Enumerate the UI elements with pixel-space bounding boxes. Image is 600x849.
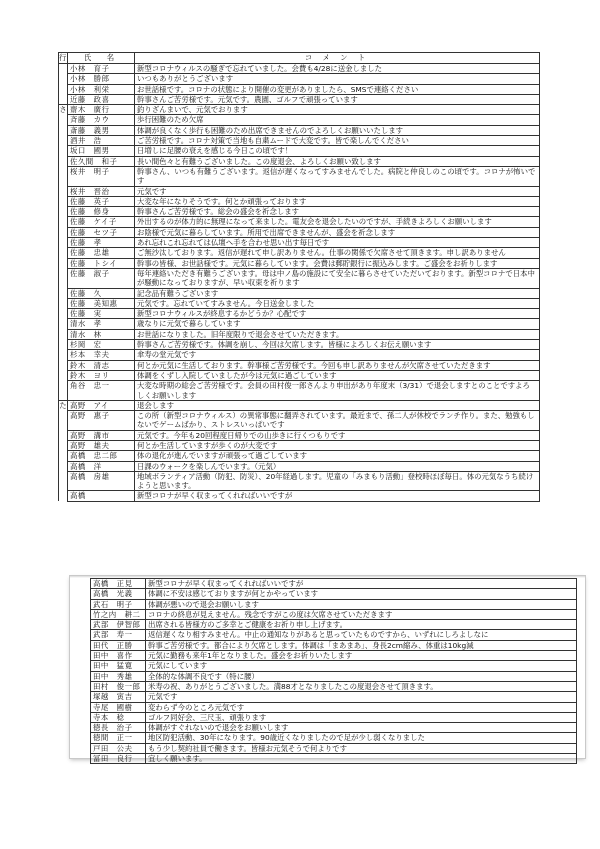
row-comment: 全体的な体調不良です（特に腰）	[146, 671, 577, 681]
row-name: 佐藤 忠雄	[68, 248, 135, 258]
row-group	[59, 146, 68, 156]
row-name: 高橋 房雄	[68, 471, 135, 491]
row-comment: 元気にしています	[146, 661, 577, 671]
table-row	[59, 94, 540, 104]
row-comment: あれ忘れこれ忘れては仏壇へ手を合わせ思い出す毎日です	[135, 238, 540, 248]
row-group: さ	[59, 105, 67, 115]
table-row	[59, 64, 540, 74]
row-name: 角谷 忠一	[68, 381, 135, 401]
table-row	[91, 640, 577, 650]
table-row	[91, 754, 577, 764]
row-name: 高野 溝市	[68, 430, 135, 440]
row-group	[59, 258, 68, 268]
row-name: 小林 育子	[68, 64, 135, 74]
row-name: 高野 惠子	[68, 411, 135, 431]
row-comment: 地区防犯活動、30年になります。90歳近くなりましたので足が少し弱くなりました	[146, 733, 577, 743]
row-comment: ご苦労様です。コロナ対策で当地も自粛ムードで大変です。皆で楽しんでください	[135, 136, 540, 146]
table-row	[91, 630, 577, 640]
row-comment: お世話様です。コロナの状態により開催の変更がありましたら、SMSで連絡ください	[135, 84, 540, 94]
table-row	[59, 74, 540, 84]
table-row	[91, 743, 577, 753]
table-row	[59, 105, 540, 115]
row-name: 佐藤 実	[68, 309, 135, 319]
row-group	[59, 360, 68, 370]
table-row	[59, 451, 540, 461]
table-row	[59, 440, 540, 450]
row-name: 寺尾 國樹	[91, 702, 146, 712]
row-group	[59, 64, 68, 74]
row-comment: 幹事ご苦労様です。都合により欠席とします。体調は「まあまあ」、身長2cm縮み、体重は10kg減	[146, 640, 577, 650]
table-row	[59, 400, 540, 410]
row-group	[59, 156, 68, 166]
table-row	[59, 258, 540, 268]
row-group	[59, 440, 68, 450]
row-comment: 元気です。忘れていてすみません。今日送金しました	[135, 298, 540, 308]
row-group	[59, 491, 68, 501]
row-group	[59, 166, 68, 186]
table-body-bottom	[91, 579, 577, 764]
row-name: 清水 孝	[68, 319, 135, 329]
table-row	[59, 319, 540, 329]
header-name: 氏 名	[68, 53, 135, 64]
row-name: 田中 猛寛	[91, 661, 146, 671]
table-row	[91, 723, 577, 733]
row-comment: 歳なりに元気で暮らしています	[135, 319, 540, 329]
header-group: 行	[59, 53, 71, 62]
table-row	[59, 370, 540, 380]
table-row	[59, 156, 540, 166]
comment-table-top	[58, 52, 540, 502]
row-comment: 新型コロナが早く収まってくれればいいですが	[135, 491, 540, 501]
table-row	[59, 340, 540, 350]
table-row	[91, 620, 577, 630]
table-body-top	[59, 64, 540, 502]
table-row	[59, 227, 540, 237]
row-name: 高橋 光義	[91, 589, 146, 599]
row-comment: 記念品有難うございます	[135, 288, 540, 298]
table-row	[91, 599, 577, 609]
row-comment: 幹事の皆様、お世話様です。元気に暮らしています。会費は郵貯銀行に振込みします。ご盛会をお祈りします	[135, 258, 540, 268]
row-name: 佐藤 トシイ	[68, 258, 135, 268]
row-group	[59, 309, 68, 319]
row-name: 佐藤 淑子	[68, 268, 135, 288]
comment-table-bottom	[90, 578, 577, 764]
table-row	[59, 298, 540, 308]
table-row	[91, 712, 577, 722]
row-comment: 新型コロナウィルスが終息するかどうか？心配です	[135, 309, 540, 319]
row-name: 寺本 稔	[91, 712, 146, 722]
table-row	[59, 84, 540, 94]
row-comment: 日課のウォークを楽しんでいます。（元気）	[135, 461, 540, 471]
row-comment: 幹事さんご苦労様です。総会の盛会を祈念します	[135, 207, 540, 217]
row-name: 杉本 幸夫	[68, 350, 135, 360]
row-name: 杉岡 宏	[68, 340, 135, 350]
row-comment: 米寿の祝、ありがとうございました。満88才となりましたこの度退会させて頂きます。	[146, 681, 577, 691]
table-row	[59, 350, 540, 360]
row-comment: 歩行困難のため欠席	[135, 115, 540, 125]
row-name: 塚越 寅吉	[91, 692, 146, 702]
row-name: 田中 喜作	[91, 651, 146, 661]
row-name: 佐久間 和子	[68, 156, 135, 166]
table-row	[59, 196, 540, 206]
row-name: 武部 寿一	[91, 630, 146, 640]
row-group	[59, 298, 68, 308]
row-name: 武石 明子	[91, 599, 146, 609]
row-group	[59, 268, 68, 288]
row-comment: ゴルフ同好会、三尺玉、頑張ります	[146, 712, 577, 722]
table-header-row	[59, 53, 540, 64]
row-name: 徳長 治子	[91, 723, 146, 733]
row-name: 佐藤 孝	[68, 238, 135, 248]
table-row	[59, 125, 540, 135]
table-row-partial	[59, 491, 540, 501]
row-name: 鈴木 清志	[68, 360, 135, 370]
row-comment: 体調が良くなく歩行も困難のため出席できませんのでよろしくお願いいたします	[135, 125, 540, 135]
row-comment: 返信遅くなり相すみません。中止の通知なりがあると思っていたものですから、いずれにしろよしなに	[146, 630, 577, 640]
table-row	[59, 360, 540, 370]
row-name: 近藤 政喜	[68, 94, 135, 104]
table-row	[91, 671, 577, 681]
row-comment: 釣りざんまいで、元気でおります	[135, 105, 540, 115]
row-group	[59, 125, 68, 135]
row-comment: 体調がすぐれないので退会をお願いします	[146, 723, 577, 733]
row-comment: 体調をくずし入院していましたが今は元気に過ごしています	[135, 370, 540, 380]
row-group	[59, 381, 68, 401]
row-group	[59, 74, 68, 84]
row-group	[59, 94, 68, 104]
row-comment: 新型コロナが早く収まってくれればいいですが	[146, 579, 577, 589]
row-group: た	[59, 400, 67, 410]
row-name: 齋木 廣行	[68, 105, 135, 115]
row-group	[59, 227, 68, 237]
row-group	[59, 238, 68, 248]
row-group	[59, 288, 68, 298]
row-comment: 宜しく願います。	[146, 754, 577, 764]
row-group	[59, 196, 68, 206]
table-row	[91, 692, 577, 702]
row-comment: 変わらず今のところ元気です	[146, 702, 577, 712]
row-group	[59, 471, 68, 491]
row-group	[59, 461, 68, 471]
row-name: 田代 正勝	[91, 640, 146, 650]
table-row	[59, 238, 540, 248]
row-comment: 毎年連絡いただき有難うございます。母は中ノ島の施設にて安全に暮らさせていただいております。新型コロナで日本中が騒動になっておりますが、早い収束を祈ります	[135, 268, 540, 288]
row-comment: コロナの終息が見えません。残念ですがこの度は欠席させていただきます	[146, 609, 577, 619]
row-name: 高野 雄夫	[68, 440, 135, 450]
row-comment: 地域ボランティア活動（防犯、防災）、20年経過します。児童の「みまもり活動」登校時ほぼ毎日。体の元気なうち続けようと思います。	[135, 471, 540, 491]
row-name: 武部 伊智郎	[91, 620, 146, 630]
table-row	[59, 217, 540, 227]
row-group	[59, 186, 68, 196]
row-group	[59, 451, 68, 461]
header-comment: コ メ ン ト	[135, 53, 540, 64]
row-comment: 大変な時期の総会ご苦労様です。会員の田村俊一郎さんより申出があり年度末（3/31）で退会しますとのことですよろしくお願いします	[135, 381, 540, 401]
row-comment: ご無沙汰しております。返信が遅れて申し訳ありません。仕事の関係で欠席させて頂きます。申し訳ありません	[135, 248, 540, 258]
row-name: 高橋	[68, 491, 135, 501]
row-comment: 体の退化が進んでいますが頑張って過ごしています	[135, 451, 540, 461]
row-name: 戸田 公夫	[91, 743, 146, 753]
row-group	[59, 329, 68, 339]
bottom-sheet-overlay	[70, 576, 585, 764]
row-group	[59, 340, 68, 350]
row-group	[59, 370, 68, 380]
table-row	[91, 733, 577, 743]
row-group	[59, 430, 68, 440]
table-row	[59, 186, 540, 196]
table-row	[59, 471, 540, 491]
row-comment: 体調に不安は感じておりますが何とかやっています	[146, 589, 577, 599]
row-name: 鈴木 ヨリ	[68, 370, 135, 380]
table-row	[91, 651, 577, 661]
row-comment: 傘寿の堂元気です	[135, 350, 540, 360]
row-name: 徳間 正一	[91, 733, 146, 743]
row-name: 佐藤 美知惠	[68, 298, 135, 308]
row-group	[59, 207, 68, 217]
table-row	[91, 609, 577, 619]
table-row	[91, 681, 577, 691]
table-row	[59, 309, 540, 319]
row-comment: お世話になりました。旧年度限りで退会させていただきます。	[135, 329, 540, 339]
row-name: 坂口 國男	[68, 146, 135, 156]
row-group	[59, 411, 68, 431]
row-name: 田村 俊一郎	[91, 681, 146, 691]
row-comment: 外出するのが体力的に無理になって来ました。電友会を退会したいのですが、手続きよろしくお願いします	[135, 217, 540, 227]
row-group	[59, 319, 68, 329]
row-name: 高橋 忠二郎	[68, 451, 135, 461]
table-row	[91, 579, 577, 589]
row-group	[59, 350, 68, 360]
row-name: 佐藤 英子	[68, 196, 135, 206]
row-comment: 元気に勤務も来年1年となりました。盛会をお祈りいたします	[146, 651, 577, 661]
row-comment: 長い間色々と有難うございました。この度退会、よろしくお願い致します	[135, 156, 540, 166]
row-name: 小林 利栄	[68, 84, 135, 94]
table-row	[59, 430, 540, 440]
table-row	[91, 702, 577, 712]
row-comment: お陰様で元気に暮らしています。所用で出席できませんが、盛会を祈念します	[135, 227, 540, 237]
table-row	[59, 411, 540, 431]
row-name: 桜井 晋治	[68, 186, 135, 196]
row-comment: 日増しに足腰の衰えを感じる今日この頃です！	[135, 146, 540, 156]
table-row	[59, 381, 540, 401]
table-row	[59, 166, 540, 186]
table-row	[59, 461, 540, 471]
row-name: 清水 林	[68, 329, 135, 339]
table-row	[91, 589, 577, 599]
table-row	[59, 329, 540, 339]
row-comment: 何とか元気に生活しております。幹事様ご苦労様です。今回も申し訳ありませんが欠席させていただきます	[135, 360, 540, 370]
row-comment: 新型コロナウィルスの騒ぎで忘れていました。会費も4/28に送金しました	[135, 64, 540, 74]
row-comment: この所（新型コロナウィルス）の異常事態に翻弄されています。最近まで、孫二人が休校でランチ作り。また、勉強もしないでゲームばかり、ストレスいっぱいです	[135, 411, 540, 431]
row-name: 佐藤 セツ子	[68, 227, 135, 237]
row-name: 斉藤 カウ	[68, 115, 135, 125]
table-row	[59, 136, 540, 146]
row-group	[59, 217, 68, 227]
row-group	[59, 115, 68, 125]
row-name: 佐藤 修身	[68, 207, 135, 217]
table-row	[59, 268, 540, 288]
row-group	[59, 248, 68, 258]
row-name: 高橋 正見	[91, 579, 146, 589]
row-comment: もう少し契約社員で働きます。皆様お元気そうで何よりです	[146, 743, 577, 753]
row-comment: 退会します	[135, 400, 540, 410]
row-comment: 何とか生活していますが歩くのが大変です	[135, 440, 540, 450]
row-comment: 元気です	[135, 186, 540, 196]
row-name: 高野 アイ	[68, 400, 135, 410]
row-comment: 大変な年になりそうです。何とか頑張っております	[135, 196, 540, 206]
row-group	[59, 84, 68, 94]
row-name: 酒井 浩	[68, 136, 135, 146]
row-comment: 元気です。今年も20回程度日帰りでの山歩きに行くつもりです	[135, 430, 540, 440]
table-row	[59, 115, 540, 125]
row-comment: 幹事さん、いつも有難うございます。返信が遅くなってすみませんでした。病院と仲良しのこの頃です。コロナが怖いです	[135, 166, 540, 186]
row-name: 高橋 洋	[68, 461, 135, 471]
row-comment: 幹事さんご苦労様です。体調を崩し、今回は欠席します。皆様によろしくお伝え願います	[135, 340, 540, 350]
row-comment: 元気です	[146, 692, 577, 702]
table-row	[91, 661, 577, 671]
table-row	[59, 207, 540, 217]
row-comment: 体調が悪いので退会お願いします	[146, 599, 577, 609]
row-comment: いつもありがとうございます	[135, 74, 540, 84]
row-name: 田中 秀雄	[91, 671, 146, 681]
row-name: 小林 勝郎	[68, 74, 135, 84]
row-name: 冨田 良行	[91, 754, 146, 764]
row-name: 佐藤 久	[68, 288, 135, 298]
table-row	[59, 146, 540, 156]
row-comment: 幹事さんご苦労様です。元気です。農園、ゴルフで頑張っています	[135, 94, 540, 104]
row-comment: 出席される皆様方のご多幸とご健康をお祈り申し上げます。	[146, 620, 577, 630]
row-group	[59, 136, 68, 146]
table-row	[59, 248, 540, 258]
row-name: 斎藤 義男	[68, 125, 135, 135]
row-name: 竹之内 耕二	[91, 609, 146, 619]
row-name: 佐藤 ケイ子	[68, 217, 135, 227]
table-row	[59, 288, 540, 298]
row-name: 桜井 明子	[68, 166, 135, 186]
